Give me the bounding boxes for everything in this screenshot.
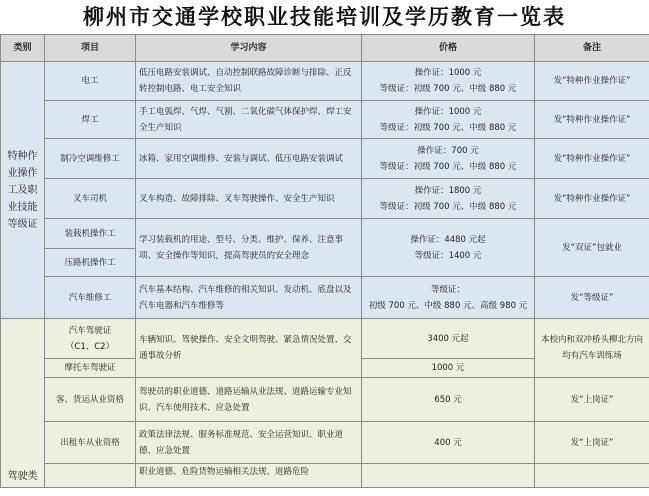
table-row (1, 277, 649, 319)
project-cell: 电工 (45, 62, 136, 101)
content-cell: 驾驶员的职业道德、道路运输从业法规、道路运输专业知识、汽车使用技术、应急处置 (136, 378, 362, 422)
project-cell: 摩托车驾驶证 (45, 359, 136, 378)
price-cell: 1000 元 (362, 359, 535, 378)
note-cell: 发“上岗证” (535, 422, 649, 464)
project-cell (45, 464, 136, 488)
note-cell: 发“特种作业操作证” (535, 101, 649, 139)
course-table (0, 34, 649, 488)
note-cell: 本校内和双冲桥头柳北方向均有汽车训练场 (535, 319, 649, 378)
table-row (1, 179, 649, 219)
project-cell: 客、货运从业资格 (45, 378, 136, 422)
note-cell: 发“等级证” (535, 277, 649, 319)
price-cell (362, 139, 535, 179)
note-cell: 发“上岗证” (535, 378, 649, 422)
content-cell: 低压电路安装调试、自动控制联路故障诊断与排除、正反转控制电路、电工安全知识 (136, 62, 362, 101)
project-name: 汽车驾驶证 (68, 325, 112, 336)
project-cell: 装载机操作工 (45, 219, 136, 249)
header-category: 类别 (1, 35, 45, 62)
table-row (1, 319, 649, 359)
price-line: 操作证：700 元 (417, 145, 479, 156)
price-cell: 400 元 (362, 422, 535, 464)
note-cell: 发“特种作业操作证” (535, 62, 649, 101)
price-line: 初级 700 元、中级 880 元、高级 980 元 (368, 300, 528, 311)
price-cell (362, 219, 535, 277)
note-cell: 发“特种作业操作证” (535, 139, 649, 179)
content-cell: 叉车构造、故障排除、叉车驾驶操作、安全生产知识 (136, 179, 362, 219)
price-line: 等级证： (430, 284, 465, 295)
project-cell: 制冷空调维修工 (45, 139, 136, 179)
project-sub: （C1、C2） (65, 341, 115, 352)
project-cell: 汽车维修工 (45, 277, 136, 319)
category-cell: 驾驶类 (1, 319, 45, 488)
price-line: 操作证：4480 元起 (410, 234, 486, 245)
project-cell: 叉车司机 (45, 179, 136, 219)
price-line: 等级证：初级 700 元、中级 880 元 (379, 161, 517, 172)
content-cell: 学习装载机的用途、型号、分类、维护、保养、注意事项、安全操作等知识，提高驾驶员的安全理念 (136, 219, 362, 277)
table-row (1, 139, 649, 179)
price-line: 等级证：初级 700 元、中级 880 元 (379, 84, 517, 94)
header-price: 价格 (362, 35, 535, 62)
header-project: 项目 (45, 35, 136, 62)
content-cell: 汽车基本结构、汽车维修的相关知识、发动机、底盘以及汽车电器和汽车维修等 (136, 277, 362, 319)
page-title: 柳州市交通学校职业技能培训及学历教育一览表 (83, 4, 566, 29)
price-line: 等级证：初级 700 元、中级 880 元 (379, 201, 517, 212)
price-cell (362, 464, 535, 488)
project-cell: 出租车从业资格 (45, 422, 136, 464)
price-cell (362, 277, 535, 319)
table-row (1, 378, 649, 422)
content-cell: 车辆知识、驾驶操作、安全文明驾驶、紧急情况处置、交通事故分析 (136, 319, 362, 378)
price-cell (362, 62, 535, 101)
table-row (1, 101, 649, 139)
table-row (1, 219, 649, 249)
content-cell: 冰箱、家用空调维修、安装与调试、低压电路安装调试 (136, 139, 362, 179)
project-cell: 焊工 (45, 101, 136, 139)
project-cell: 压路机操作工 (45, 249, 136, 277)
project-cell (45, 319, 136, 359)
content-cell: 手工电弧焊、气焊、气割、二氧化碳气体保护焊、焊工安全生产知识 (136, 101, 362, 139)
content-cell: 职业道德、危险货物运输相关法规、道路危险 (136, 464, 362, 488)
header-content: 学习内容 (136, 35, 362, 62)
table-row (1, 422, 649, 464)
price-line: 等级证：1400 元 (414, 250, 482, 261)
price-cell: 650 元 (362, 378, 535, 422)
price-cell: 3400 元起 (362, 319, 535, 359)
price-line: 操作证：1800 元 (414, 185, 482, 196)
price-cell (362, 179, 535, 219)
note-cell (535, 464, 649, 488)
table-row (1, 62, 649, 101)
price-cell (362, 101, 535, 139)
note-cell: 发“特种作业操作证” (535, 179, 649, 219)
table-row (1, 464, 649, 488)
category-cell: 特种作业操作工及职业技能等级证 (1, 62, 45, 319)
note-cell: 发“双证”包就业 (535, 219, 649, 277)
header-note: 备注 (535, 35, 649, 62)
content-cell: 政策法律法规、服务标准规范、安全运营知识、职业道德、应急处置 (136, 422, 362, 464)
table-header-row (1, 35, 649, 62)
price-line: 等级证：初级 700 元、中级 880 元 (379, 122, 517, 133)
price-line: 操作证：1000 元 (414, 68, 482, 78)
price-line: 操作证：1000 元 (414, 106, 482, 117)
